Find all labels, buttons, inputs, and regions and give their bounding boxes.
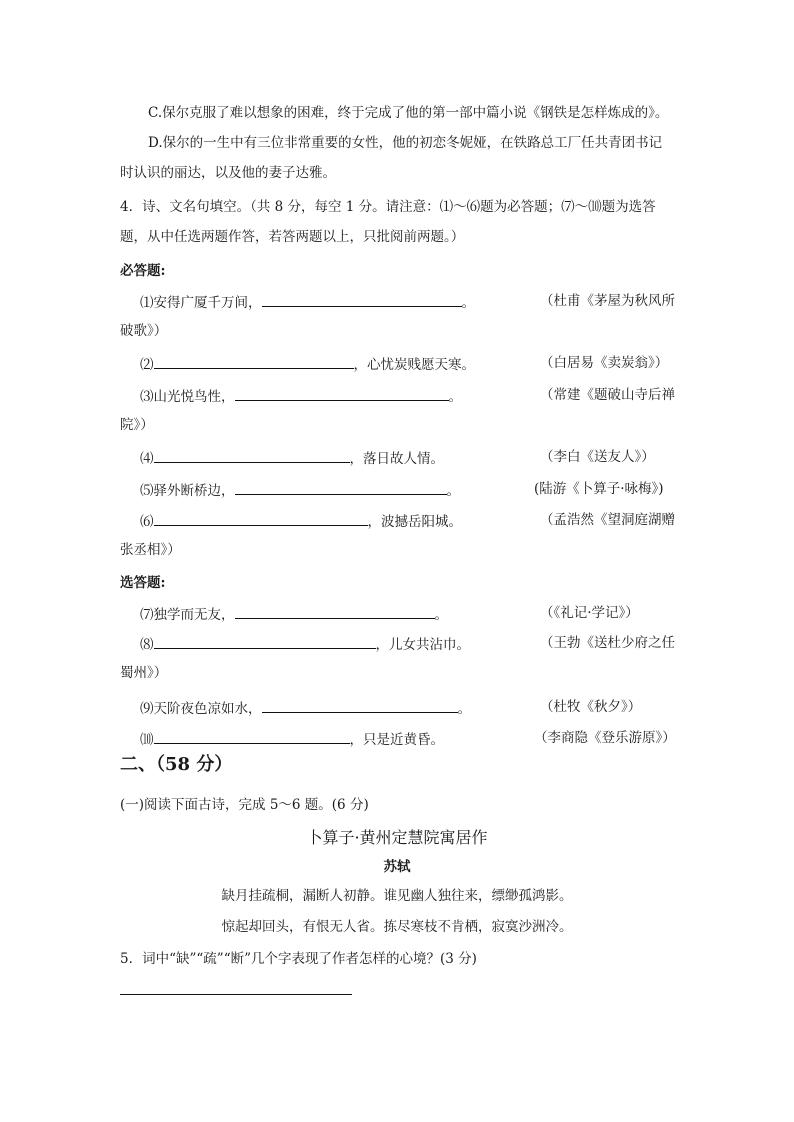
answer-blank-3[interactable]	[235, 386, 449, 401]
fill-item-4-source: （李白《送友人》）	[540, 449, 655, 465]
answer-blank-5[interactable]	[235, 480, 447, 495]
q4-instructions-line2: 题，从中任选两题作答，若答两题以上，只批阅前两题。）	[120, 229, 465, 245]
fill-item-3-prefix: ⑶山光悦鸟性，	[140, 389, 235, 405]
fill-item-10-suffix: ，只是近黄昏。	[349, 732, 444, 748]
fill-item-3-suffix: 。	[448, 389, 462, 405]
fill-item-3-source-cont: 院》）	[120, 417, 154, 433]
q5-answer-line[interactable]	[120, 994, 352, 995]
fill-item-8-source-cont: 蜀州》）	[120, 665, 168, 681]
poem-line-2: 惊起却回头，有恨无人省。拣尽寒枝不肯栖，寂寞沙洲冷。	[221, 919, 573, 935]
answer-blank-6[interactable]	[154, 511, 368, 526]
fill-item-6-source: （孟浩然《望洞庭湖赠	[540, 512, 675, 528]
fill-item-5-source: (陆游《卜算子·咏梅》)	[534, 481, 664, 497]
fill-item-8-suffix: ，儿女共沾巾。	[375, 637, 470, 653]
fill-item-9-source: （杜牧《秋夕》）	[540, 699, 642, 715]
fill-item-4-prefix: ⑷	[140, 451, 154, 467]
poem-title: 卜算子·黄州定慧院寓居作	[306, 828, 488, 847]
fill-item-8-prefix: ⑻	[140, 637, 154, 653]
option-d-line1: D.保尔的一生中有三位非常重要的女性，他的初恋冬妮娅，在铁路总工厂任共青团书记	[148, 135, 663, 151]
section-2-heading: 二、（58 分）	[120, 754, 233, 775]
fill-item-8	[140, 634, 470, 654]
fill-item-1-prefix: ⑴安得广厦千万间，	[140, 295, 262, 311]
fill-item-3	[140, 386, 462, 406]
fill-item-4	[140, 448, 444, 468]
fill-item-8-source: （王勃《送杜少府之任	[540, 635, 675, 651]
fill-item-6-suffix: ，波撼岳阳城。	[367, 514, 462, 530]
elective-heading: 选答题:	[120, 575, 166, 591]
fill-item-7-source: （《礼记·学记》）	[540, 605, 639, 621]
fill-item-6	[140, 511, 462, 531]
fill-item-5-suffix: 。	[446, 483, 460, 499]
fill-item-7-suffix: 。	[434, 607, 448, 623]
fill-item-7	[140, 604, 448, 624]
fill-item-5-prefix: ⑸驿外断桥边，	[140, 483, 235, 499]
fill-item-1-source-cont: 破歌》）	[120, 323, 168, 339]
poem-line-1: 缺月挂疏桐，漏断人初静。谁见幽人独往来，缥缈孤鸿影。	[221, 888, 573, 904]
answer-blank-1[interactable]	[262, 292, 462, 307]
answer-blank-4[interactable]	[154, 448, 350, 463]
fill-item-2-source: （白居易《卖炭翁》）	[540, 355, 669, 371]
fill-item-4-suffix: ，落日故人情。	[349, 451, 444, 467]
question-5: 5．词中“缺”“疏”“断”几个字表现了作者怎样的心境？(3 分)	[120, 951, 477, 967]
fill-item-2-prefix: ⑵	[140, 357, 154, 373]
fill-item-5	[140, 480, 460, 500]
fill-item-6-prefix: ⑹	[140, 514, 154, 530]
required-heading: 必答题:	[120, 263, 166, 279]
q4-instructions-line1: 4．诗、文名句填空。（共 8 分，每空 1 分。请注意：⑴～⑹题为必答题；⑺～⑽题为选答	[120, 199, 656, 215]
answer-blank-9[interactable]	[262, 698, 458, 713]
fill-item-9	[140, 698, 471, 718]
fill-item-2	[140, 354, 475, 374]
fill-item-10-source: （李商隐《登乐游原》）	[534, 730, 676, 746]
fill-item-3-source: （常建《题破山寺后禅	[540, 387, 675, 403]
fill-item-6-source-cont: 张丞相》）	[120, 542, 181, 558]
fill-item-1	[140, 292, 475, 312]
fill-item-9-prefix: ⑼天阶夜色凉如水，	[140, 701, 262, 717]
fill-item-9-suffix: 。	[457, 701, 471, 717]
answer-blank-2[interactable]	[154, 354, 354, 369]
fill-item-7-prefix: ⑺独学而无友，	[140, 607, 235, 623]
fill-item-1-suffix: 。	[461, 295, 475, 311]
answer-blank-7[interactable]	[235, 604, 435, 619]
fill-item-2-suffix: ，心忧炭贱愿天寒。	[353, 357, 475, 373]
answer-blank-10[interactable]	[154, 729, 350, 744]
fill-item-1-source: （杜甫《茅屋为秋风所	[540, 293, 675, 309]
fill-item-10	[140, 729, 444, 749]
answer-blank-8[interactable]	[154, 634, 376, 649]
fill-item-10-prefix: ⑽	[140, 732, 154, 748]
poem-author: 苏轼	[383, 859, 411, 875]
part-1-instructions: (一)阅读下面古诗，完成 5～6 题。(6 分)	[120, 797, 369, 813]
option-d-line2: 时认识的丽达，以及他的妻子达雅。	[120, 165, 336, 181]
option-c: C.保尔克服了难以想象的困难，终于完成了他的第一部中篇小说《钢铁是怎样炼成的》。	[148, 105, 669, 121]
